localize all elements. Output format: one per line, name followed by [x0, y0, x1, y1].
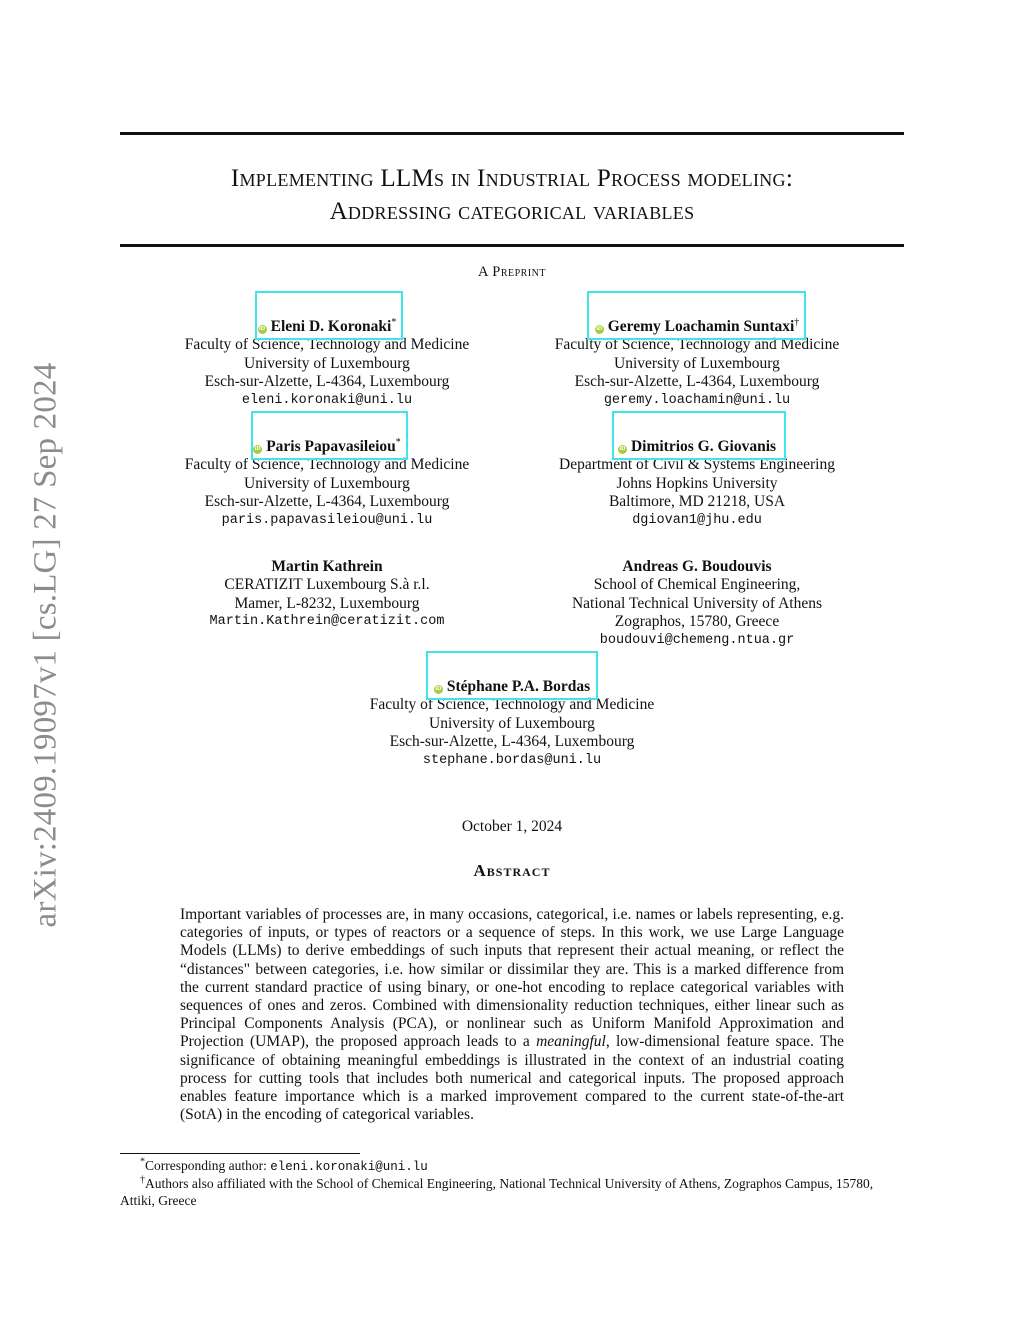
author-link-highlight[interactable] — [251, 411, 408, 460]
author-link-highlight[interactable] — [587, 291, 806, 340]
author-email[interactable]: Martin.Kathrein@ceratizit.com — [209, 614, 445, 630]
author-link-highlight[interactable] — [612, 411, 786, 460]
author-name[interactable]: Eleni D. Koronaki — [270, 318, 392, 335]
affiliation-line: Faculty of Science, Technology and Medicine — [184, 456, 470, 474]
affiliation-line: University of Luxembourg — [429, 714, 595, 732]
author-email[interactable]: geremy.loachamin@uni.lu — [603, 392, 791, 408]
affiliation-line: CERATIZIT Luxembourg S.à r.l. — [224, 576, 430, 594]
footnote-mark: † — [140, 1174, 145, 1186]
footnote-rule — [120, 1153, 360, 1154]
affiliation-line: University of Luxembourg — [244, 474, 410, 492]
title-bottom-rule — [120, 244, 904, 247]
abstract-part-1: Important variables of processes are, in many occasions, categorical, i.e. names or labels representing, e.g. categories of inputs, or types of reactors or a sequence of steps. In this work, we use Large Language Models (LLMs) to derive embeddings of such inputs that represent their actual meaning, or reflect the “distances" between categories, i.e. how similar or dissimilar they are. This is a marked difference from the current standard practice of using binary, or one-hot encoding to replace categorical variables with sequences of ones and zeros. Combined with dimensionality reduction techniques, either linear such as Principal Components Analysis (PCA), or nonlinear such as Uniform Manifold Approximation and Projection (UMAP), the proposed approach leads to a — [180, 906, 844, 1051]
abstract-emphasis: meaningful — [536, 1033, 606, 1051]
title-line-1: Implementing LLMs in Industrial Process modeling: — [230, 165, 794, 192]
preprint-label: A Preprint — [477, 264, 547, 280]
footnote-text: Authors also affiliated with the School of Chemical Engineering, National Technical University of Athens, Zographos Campus, 15780, Attiki, Greece — [120, 1176, 874, 1208]
title-top-rule — [120, 132, 904, 135]
footnote-affiliation — [120, 1175, 910, 1209]
author-block-kathrein — [160, 558, 494, 632]
affiliation-line: Mamer, L-8232, Luxembourg — [234, 594, 420, 612]
author-mark: * — [391, 316, 397, 328]
affiliation-line: University of Luxembourg — [614, 354, 780, 372]
author-link-highlight[interactable] — [426, 651, 598, 700]
author-link-highlight[interactable] — [255, 291, 403, 340]
author-name: Martin Kathrein — [271, 558, 383, 575]
arxiv-identifier: arXiv:2409.19097v1 [cs.LG] 27 Sep 2024 — [27, 362, 64, 928]
abstract-text — [180, 906, 844, 1124]
author-email[interactable]: paris.papavasileiou@uni.lu — [221, 512, 433, 528]
orcid-icon[interactable]: iD — [254, 446, 261, 452]
author-name: Andreas G. Boudouvis — [622, 558, 772, 575]
affiliation-line: Faculty of Science, Technology and Medicine — [184, 336, 470, 354]
abstract-part-2: , low-dimensional feature space. The significance of obtaining meaningful embeddings is illustrated in the context of an industrial coating process for cutting tools that includes both numerical and categorical inputs. The proposed approach enables feature importance which is a marked improvement compared to the current state-of-the-art (SotA) in the encoding of categorical variables. — [180, 1033, 845, 1124]
affiliation-line: Faculty of Science, Technology and Medicine — [369, 696, 655, 714]
orcid-icon[interactable]: iD — [259, 326, 266, 332]
affiliation-line: Esch-sur-Alzette, L-4364, Luxembourg — [204, 493, 450, 511]
author-email[interactable]: dgiovan1@jhu.edu — [632, 512, 762, 528]
footnote-mark: * — [140, 1156, 145, 1168]
author-email[interactable]: eleni.koronaki@uni.lu — [241, 392, 413, 408]
affiliation-line: National Technical University of Athens — [571, 594, 822, 612]
affiliation-line: School of Chemical Engineering, — [593, 576, 801, 594]
orcid-icon[interactable]: iD — [619, 446, 626, 452]
author-email[interactable]: stephane.bordas@uni.lu — [422, 752, 602, 768]
title-line-2: Addressing categorical variables — [329, 198, 695, 225]
affiliation-line: Department of Civil & Systems Engineering — [559, 456, 835, 474]
footnote-label: Corresponding author: — [145, 1158, 271, 1173]
author-name[interactable]: Geremy Loachamin Suntaxi — [607, 318, 795, 335]
orcid-icon[interactable]: iD — [596, 326, 603, 332]
affiliation-line: Johns Hopkins University — [616, 474, 778, 492]
affiliation-line: Esch-sur-Alzette, L-4364, Luxembourg — [204, 373, 450, 391]
affiliation-line: University of Luxembourg — [244, 354, 410, 372]
footnote-email[interactable]: eleni.koronaki@uni.lu — [270, 1160, 428, 1174]
author-name[interactable]: Dimitrios G. Giovanis — [630, 438, 777, 455]
author-block-boudouvis — [530, 558, 864, 650]
affiliation-line: Esch-sur-Alzette, L-4364, Luxembourg — [389, 733, 635, 751]
publication-date: October 1, 2024 — [461, 818, 563, 835]
affiliation-line: Faculty of Science, Technology and Medicine — [554, 336, 840, 354]
author-mark: * — [395, 436, 401, 448]
affiliation-line: Esch-sur-Alzette, L-4364, Luxembourg — [574, 373, 820, 391]
paper-title — [120, 162, 904, 228]
orcid-icon[interactable]: iD — [435, 686, 442, 692]
footnote-corresponding — [120, 1157, 910, 1176]
affiliation-line: Baltimore, MD 21218, USA — [608, 493, 786, 511]
author-email[interactable]: boudouvi@chemeng.ntua.gr — [599, 632, 795, 648]
abstract-heading: Abstract — [473, 861, 551, 880]
author-name[interactable]: Stéphane P.A. Bordas — [446, 678, 591, 695]
affiliation-line: Zographos, 15780, Greece — [614, 613, 780, 631]
author-mark: † — [794, 316, 800, 328]
author-name[interactable]: Paris Papavasileiou — [266, 438, 396, 455]
